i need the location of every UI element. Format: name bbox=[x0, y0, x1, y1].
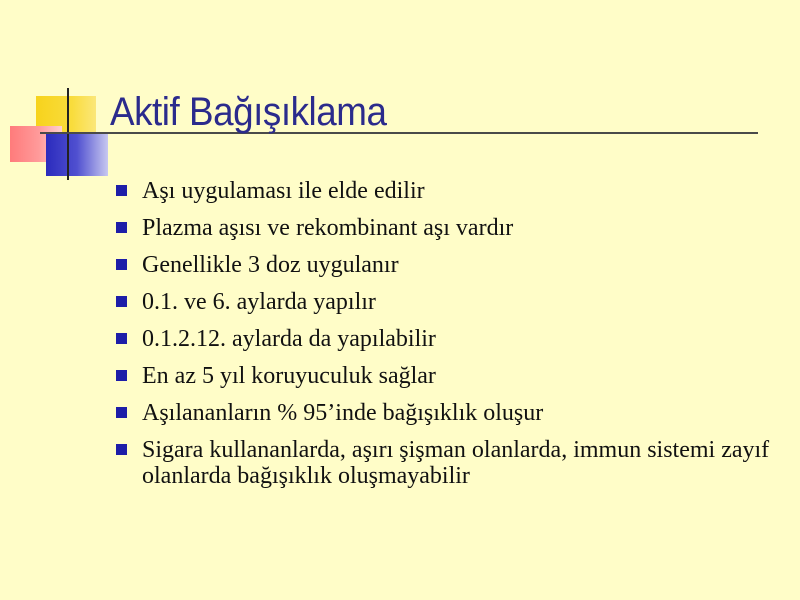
bullet-text: Plazma aşısı ve rekombinant aşı vardır bbox=[142, 215, 514, 241]
decorative-vertical-line bbox=[67, 88, 69, 180]
bullet-item bbox=[112, 326, 772, 352]
square-bullet-icon bbox=[116, 296, 127, 307]
bullet-text: 0.1. ve 6. aylarda yapılır bbox=[142, 289, 376, 315]
bullet-item bbox=[112, 437, 772, 489]
decorative-blue-block bbox=[46, 132, 108, 176]
square-bullet-icon bbox=[116, 444, 127, 455]
bullet-list bbox=[112, 178, 772, 500]
bullet-text: Aşılananların % 95’inde bağışıklık oluşur bbox=[142, 400, 544, 426]
square-bullet-icon bbox=[116, 370, 127, 381]
bullet-item bbox=[112, 252, 772, 278]
bullet-item bbox=[112, 289, 772, 315]
square-bullet-icon bbox=[116, 407, 127, 418]
square-bullet-icon bbox=[116, 185, 127, 196]
square-bullet-icon bbox=[116, 259, 127, 270]
square-bullet-icon bbox=[116, 333, 127, 344]
bullet-item bbox=[112, 215, 772, 241]
bullet-item bbox=[112, 400, 772, 426]
bullet-text: En az 5 yıl koruyuculuk sağlar bbox=[142, 363, 436, 389]
bullet-text: 0.1.2.12. aylarda da yapılabilir bbox=[142, 326, 436, 352]
bullet-text: Genellikle 3 doz uygulanır bbox=[142, 252, 399, 278]
bullet-item bbox=[112, 178, 772, 204]
slide-title: Aktif Bağışıklama bbox=[110, 90, 387, 134]
bullet-item bbox=[112, 363, 772, 389]
square-bullet-icon bbox=[116, 222, 127, 233]
bullet-text: Sigara kullananlarda, aşırı şişman olanlarda, immun sistemi zayıf olanlarda bağışıklık oluşmayabilir bbox=[142, 437, 770, 489]
bullet-text: Aşı uygulaması ile elde edilir bbox=[142, 178, 425, 204]
